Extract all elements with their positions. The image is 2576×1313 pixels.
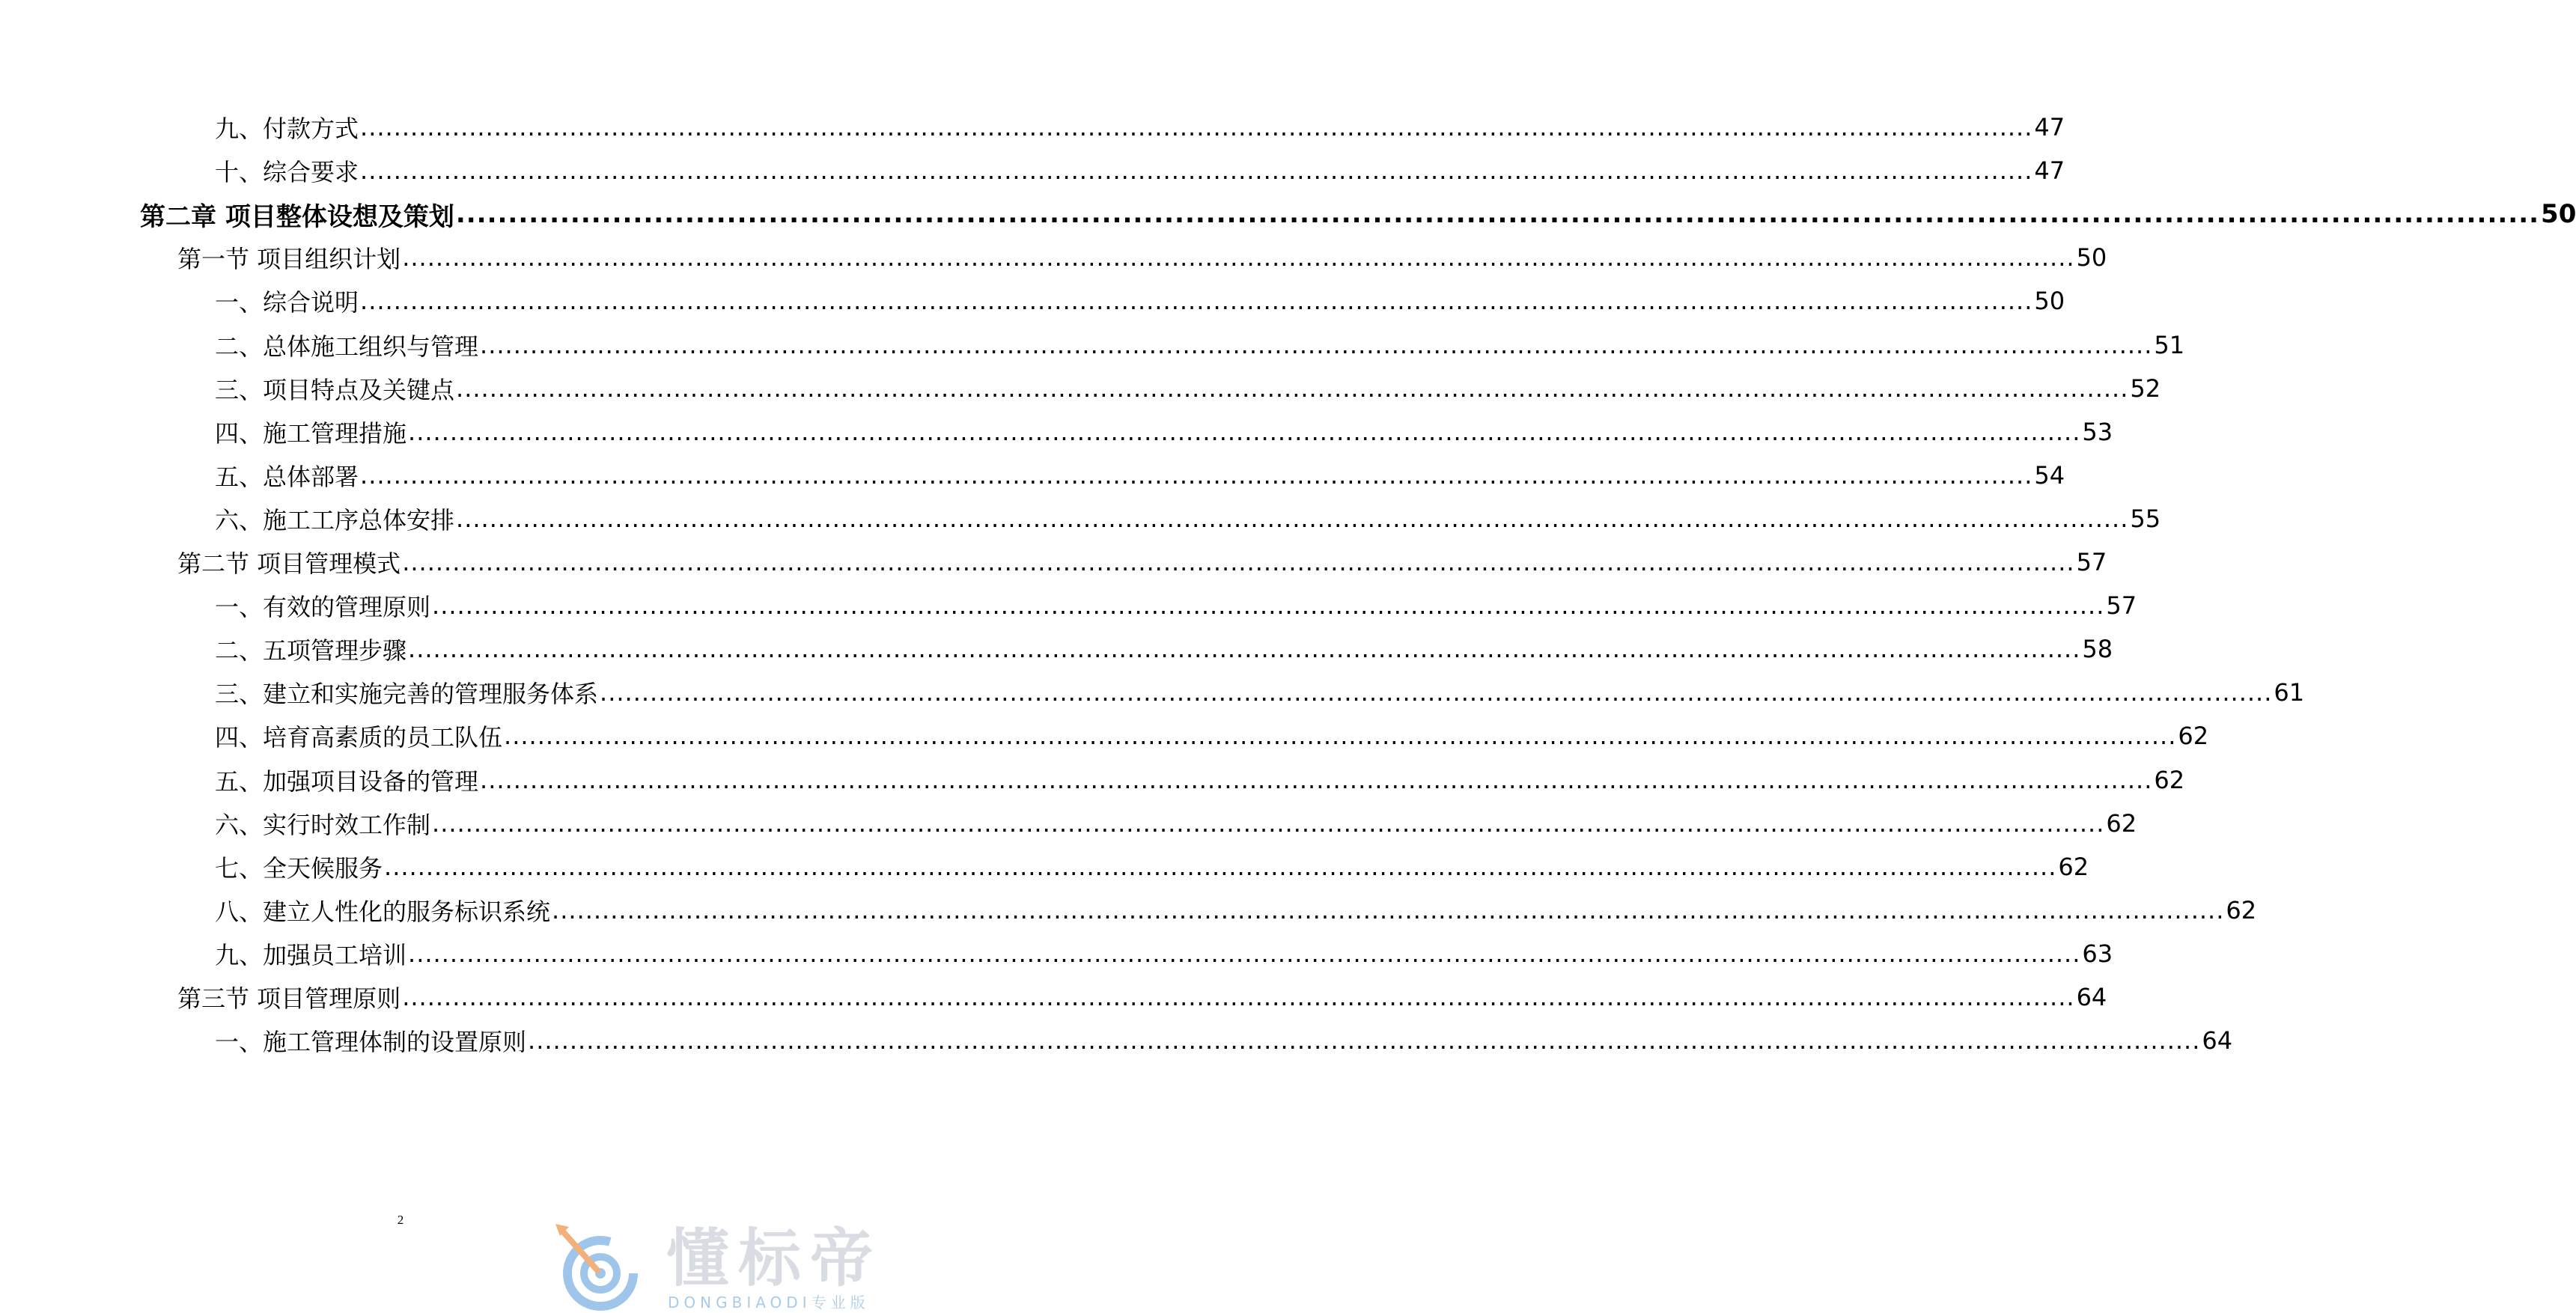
dot-leader: ........................................................................................................................................................................................................ [504,722,2177,751]
toc-entry-page: 62 [2154,765,2185,794]
toc-entry[interactable] [215,630,2113,668]
toc-entry[interactable] [215,326,2185,364]
toc-entry-title: 四、施工管理措施 [215,418,407,448]
toc-entry-page: 47 [2034,156,2065,186]
dot-leader: ........................................................................................................................................................................................................ [456,504,2129,533]
toc-entry-title: 第三节 项目管理原则 [177,984,401,1013]
toc-entry-page: 63 [2082,939,2113,968]
dot-leader: ........................................................................................................................................................................................................ [408,635,2081,664]
toc-entry[interactable] [215,587,2137,624]
toc-entry[interactable] [177,543,2107,581]
toc-entry[interactable] [215,674,2305,711]
toc-entry[interactable] [177,978,2107,1016]
toc-entry[interactable] [140,195,2576,233]
toc-entry[interactable] [215,1022,2233,1059]
toc-entry[interactable] [215,805,2137,842]
toc-entry-title: 四、培育高素质的员工队伍 [215,723,503,752]
toc-entry-title: 一、施工管理体制的设置原则 [215,1028,527,1057]
dot-leader: ........................................................................................................................................................................................................ [360,113,2033,141]
toc-entry[interactable] [215,282,2065,320]
toc-entry-page: 62 [2058,852,2089,881]
toc-entry-page: 62 [2226,895,2257,924]
toc-entry-title: 九、加强员工培训 [215,940,407,969]
watermark-brand: 懂标帝 [666,1222,883,1295]
toc-entry-page: 50 [2076,243,2107,272]
toc-entry-title: 二、五项管理步骤 [215,636,407,665]
toc-entry-page: 62 [2178,722,2209,751]
toc-entry-page: 58 [2082,635,2113,664]
toc-entry-page: 62 [2106,808,2137,838]
toc-entry[interactable] [215,109,2065,146]
toc-entry-title: 第一节 项目组织计划 [177,245,401,274]
dot-leader: ........................................................................................................................................................................................................ [360,156,2033,186]
toc-entry[interactable] [215,848,2089,886]
target-arrow-icon [554,1224,644,1313]
toc-entry-page: 52 [2130,374,2161,403]
toc-entry[interactable] [215,152,2065,189]
toc-entry-title: 七、全天候服务 [215,853,383,883]
toc-entry-title: 六、施工工序总体安排 [215,505,455,534]
dot-leader: ........................................................................................................................................................................................................ [432,591,2105,621]
toc-entry-page: 55 [2130,504,2161,533]
toc-entry-title: 五、总体部署 [215,462,359,491]
toc-entry-title: 第二节 项目管理模式 [177,549,401,578]
toc-entry-title: 第二章 项目整体设想及策划 [140,201,454,232]
toc-entry-page: 53 [2082,417,2113,446]
toc-entry-title: 三、项目特点及关键点 [215,375,455,404]
watermark-subtitle: DONGBIAODI专业版 [668,1294,870,1312]
dot-leader: ........................................................................................................................................................................................................ [402,983,2075,1011]
toc-entry-page: 57 [2106,591,2137,621]
toc-entry-title: 一、综合说明 [215,288,359,317]
dot-leader: ........................................................................................................................................................................................................ [402,548,2075,576]
page-number: 2 [397,1213,404,1227]
watermark [554,1224,913,1313]
toc-entry-page: 64 [2076,983,2107,1011]
toc-entry-title: 六、实行时效工作制 [215,810,431,839]
dot-leader: ........................................................................................................................................................................................................ [480,765,2153,794]
toc-entry-page: 51 [2154,330,2185,359]
dot-leader: ........................................................................................................................................................................................................ [432,808,2105,838]
toc-entry-page: 47 [2034,113,2065,141]
toc-entry-title: 三、建立和实施完善的管理服务体系 [215,680,599,709]
toc-entry[interactable] [215,457,2065,494]
toc-entry-title: 五、加强项目设备的管理 [215,767,479,796]
toc-entry-title: 二、总体施工组织与管理 [215,332,479,361]
dot-leader: ........................................................................................................................................................................................................ [600,678,2273,707]
toc-entry-title: 十、综合要求 [215,158,359,187]
toc-entry[interactable] [215,761,2185,799]
toc-entry-title: 九、付款方式 [215,115,359,143]
toc-entry-title: 八、建立人性化的服务标识系统 [215,897,551,926]
toc-entry[interactable] [215,413,2113,451]
dot-leader: ........................................................................................................................................................................................................ [480,330,2153,359]
dot-leader: ........................................................................................................................................................................................................ [384,852,2057,881]
dot-leader: ........................................................................................................................................................................................................ [408,417,2081,446]
dot-leader: ........................................................................................................................................................................................................ [528,1026,2201,1055]
toc-entry-page: 54 [2034,460,2065,490]
toc-entry-page: 50 [2034,287,2065,316]
dot-leader: ........................................................................................................................................................................................................ [360,287,2033,316]
dot-leader: ........................................................................................................................................................................................................ [456,374,2129,403]
toc-entry-title: 一、有效的管理原则 [215,593,431,622]
toc-entry-page: 61 [2274,678,2305,707]
toc-entry[interactable] [215,370,2161,407]
dot-leader: ........................................................................................................................................................................................................ [552,895,2225,924]
toc-entry-page: 57 [2076,548,2107,576]
toc-entry-page: 50 [2541,199,2576,230]
dot-leader: ........................................................................................................................................................................................................ [360,460,2033,490]
toc-entry[interactable] [215,935,2113,972]
toc-entry[interactable] [177,239,2107,276]
dot-leader: ........................................................................................................................................................................................................ [408,939,2081,968]
toc-entry[interactable] [215,500,2161,537]
toc-entry[interactable] [215,717,2209,755]
dot-leader: ........................................................................................................................................................................................................ [402,243,2075,272]
toc-entry-page: 64 [2202,1026,2233,1055]
toc-entry[interactable] [215,892,2257,929]
dot-leader: ........................................................................................................................................................................................................ [455,199,2540,230]
